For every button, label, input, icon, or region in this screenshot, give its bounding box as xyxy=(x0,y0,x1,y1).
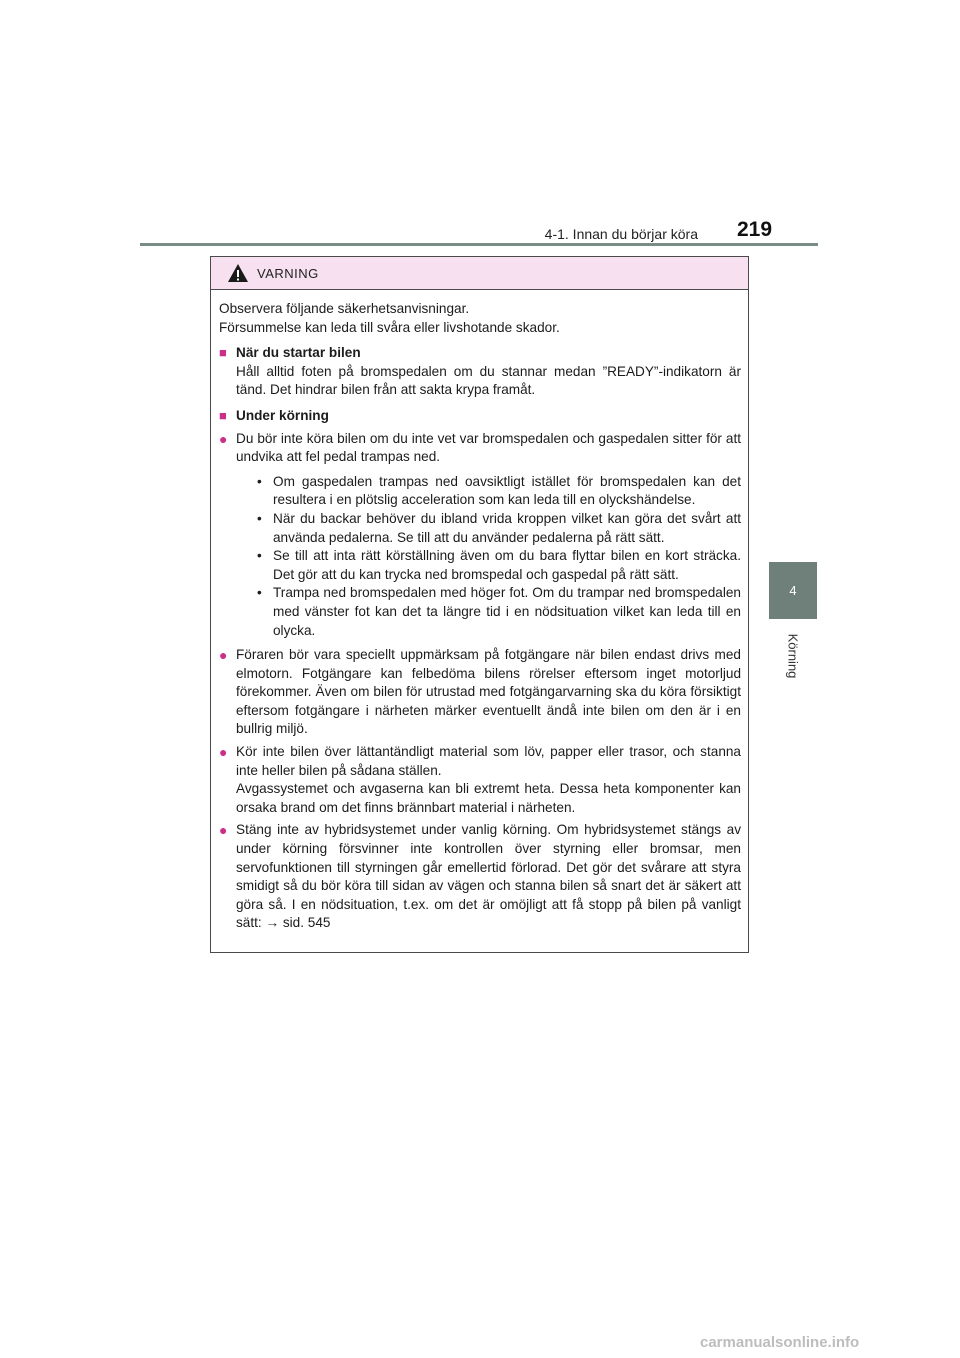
section-heading xyxy=(219,344,741,363)
warning-box xyxy=(210,256,749,953)
circle-bullet-icon: ● xyxy=(219,647,228,664)
item-text: Avgassystemet och avgaserna kan bli extremt heta. Dessa heta komponenter kan orsaka brand om det finns brännbart material i närheten. xyxy=(236,781,741,815)
list-item xyxy=(219,743,741,817)
header-rule xyxy=(140,243,818,246)
chapter-label: Körning xyxy=(785,633,801,679)
section-title: 4-1. Innan du börjar köra xyxy=(544,226,698,242)
warning-title: VARNING xyxy=(257,265,319,281)
list-item xyxy=(219,430,741,643)
item-text: Kör inte bilen över lättantändligt material som löv, papper eller trasor, och stanna inte heller bilen på sådana ställen. xyxy=(236,744,741,778)
watermark: carmanualsonline.info xyxy=(700,1334,860,1351)
item-text: Du bör inte köra bilen om du inte vet var bromspedalen och gaspedalen sitter för att undvika att fel pedal trampas ned. xyxy=(236,430,741,465)
circle-bullet-icon: ● xyxy=(219,430,228,447)
section-starting xyxy=(219,344,741,400)
section-heading-text: När du startar bilen xyxy=(236,345,361,361)
list-item xyxy=(219,821,741,933)
list-item xyxy=(219,646,741,739)
chapter-number: 4 xyxy=(789,583,797,598)
sub-list-item: • När du backar behöver du ibland vrida kroppen vilket kan göra det svårt att använda pedalerna. Se till att du använder pedalerna på rätt sätt. xyxy=(257,510,741,545)
circle-bullet-icon: ● xyxy=(219,822,228,839)
section-driving xyxy=(219,407,741,933)
intro-line: Observera följande säkerhetsanvisningar. xyxy=(219,301,470,316)
warning-body xyxy=(211,290,748,933)
section-heading-text: Under körning xyxy=(236,407,329,423)
sub-list xyxy=(253,473,741,640)
chapter-tab[interactable] xyxy=(769,562,817,619)
item-text: Föraren bör vara speciellt uppmärksam på fotgängare när bilen endast drivs med elmotorn. Fotgängare kan felbedöma bilens rörelser eftersom inget motorljud förekommer. Även om bilen för utrustad med fotgängarvarning ska du köra försiktigt eftersom fotgängare i närheten märker eventuellt ändå inte bilen om den är i en bullrig miljö. xyxy=(236,647,741,737)
page-number: 219 xyxy=(737,218,773,241)
intro-line: Försummelse kan leda till svåra eller livshotande skador. xyxy=(219,319,560,335)
circle-bullet-icon: ● xyxy=(219,744,228,761)
square-bullet-icon: ■ xyxy=(219,407,227,423)
sub-list-item: • Se till att inta rätt körställning även om du bara flyttar bilen en kort sträcka. Det gör att du kan trycka ned bromspedal och gaspedal på rätt sätt. xyxy=(257,548,741,582)
sub-list-item: • Trampa ned bromspedalen med höger fot. Om du trampar ned bromspedalen med vänster fot kan det ta längre tid i en nödsituation vilket kan leda till en olycka. xyxy=(257,585,741,638)
item-text: Stäng inte av hybridsystemet under vanlig körning. Om hybridsystemet stängs av under körning försvinner inte kontrollen över styrning eller bromsar, men servofunktionen till styrningen går emellertid förlorad. Det gör det svårare att styra smidigt så du bör köra till sidan av vägen och stanna bilen så snart det är säkert att göra så. I en nödsituation, t.ex. om det är omöjligt att få stopp på bilen på vanligt sätt: → sid. 545 xyxy=(236,822,741,931)
warning-triangle-icon xyxy=(227,263,249,283)
warning-header xyxy=(211,257,748,290)
square-bullet-icon: ■ xyxy=(219,345,227,361)
section-text: Håll alltid foten på bromspedalen om du stannar medan ”READY”-indikatorn är tänd. Det hindrar bilen från att sakta krypa framåt. xyxy=(236,363,741,398)
warning-intro xyxy=(219,300,741,337)
section-heading xyxy=(219,407,741,426)
sub-list-item: • Om gaspedalen trampas ned oavsiktligt istället för bromspedalen kan det resultera i en plötslig acceleration som kan leda till en olyckshändelse. xyxy=(257,473,741,508)
